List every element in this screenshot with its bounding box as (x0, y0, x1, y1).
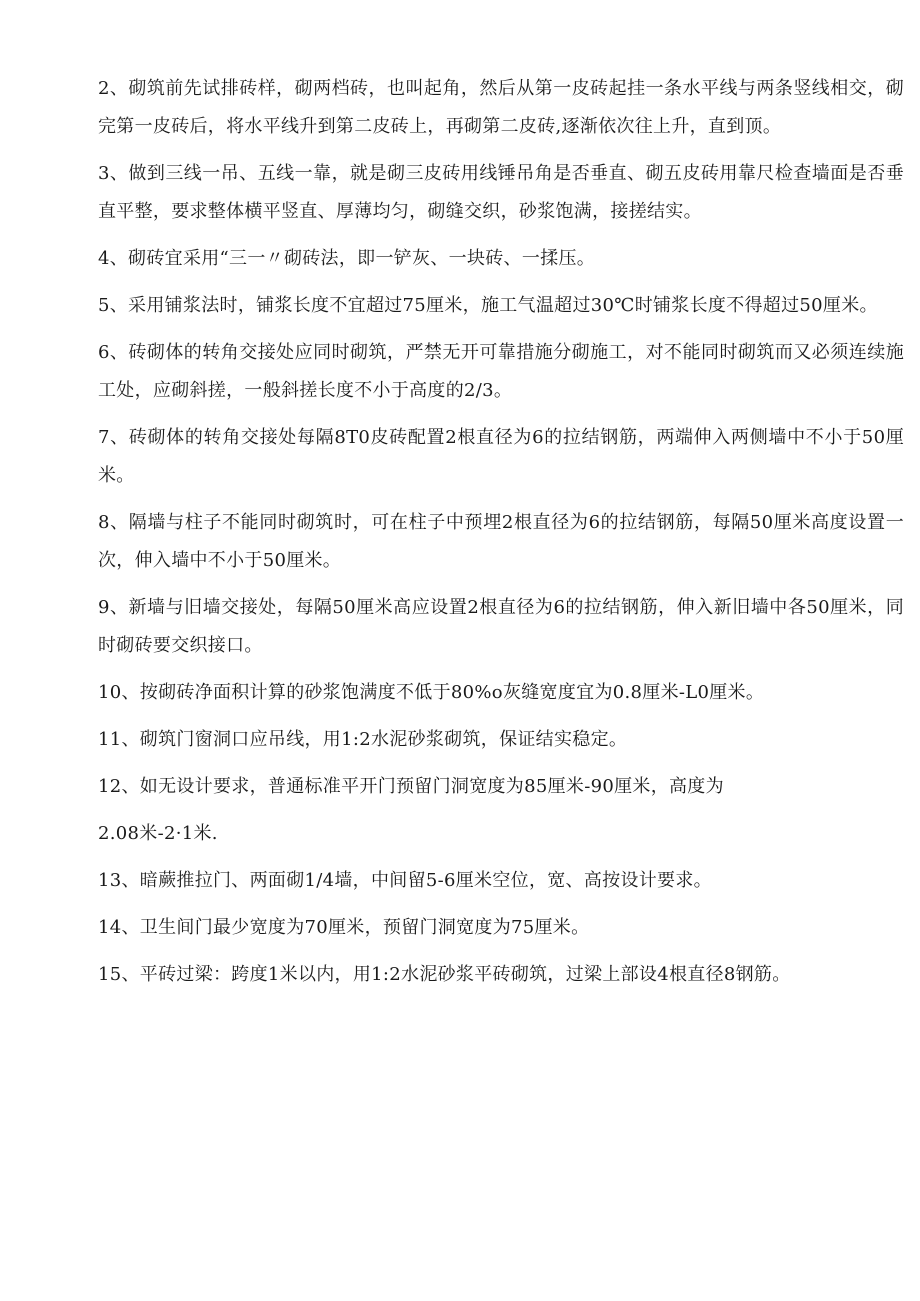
paragraph-item-9: 9、新墙与旧墙交接处，每隔50厘米高应设置2根直径为6的拉结钢筋，伸入新旧墙中各50厘米，同时砌砖要交织接口。 (98, 597, 904, 656)
paragraph-item-10: 10、按砌砖净面积计算的砂浆饱满度不低于80%o灰缝宽度宜为0.8厘米-L0厘米。 (98, 682, 765, 703)
paragraph-item-11: 11、砌筑门窗洞口应吊线，用1:2水泥砂浆砌筑，保证结实稳定。 (98, 729, 628, 750)
paragraph-item-4: 4、砌砖宜采用“三一〃砌砖法，即一铲灰、一块砖、一揉压。 (98, 248, 596, 269)
paragraph-item-15: 15、平砖过梁：跨度1米以内，用1:2水泥砂浆平砖砌筑，过梁上部设4根直径8钢筋。 (98, 964, 791, 985)
paragraph-item-5: 5、采用铺浆法时，铺浆长度不宜超过75厘米，施工气温超过30℃时铺浆长度不得超过50厘米。 (98, 295, 878, 316)
paragraph-item-2: 2、砌筑前先试排砖样，砌两档砖，也叫起角，然后从第一皮砖起挂一条水平线与两条竖线相交，砌完第一皮砖后，将水平线升到第二皮砖上，再砌第二皮砖,逐渐依次往上升，直到顶。 (98, 78, 904, 137)
paragraph-item-12: 12、如无设计要求，普通标准平开门预留门洞宽度为85厘米-90厘米，高度为 (98, 776, 724, 797)
paragraph-item-3: 3、做到三线一吊、五线一靠，就是砌三皮砖用线锤吊角是否垂直、砌五皮砖用靠尺检查墙面是否垂直平整，要求整体横平竖直、厚薄均匀，砌缝交织，砂浆饱满，接搓结实。 (98, 163, 904, 222)
paragraph-item-8: 8、隔墙与柱子不能同时砌筑时，可在柱子中预埋2根直径为6的拉结钢筋，每隔50厘米高度设置一次，伸入墙中不小于50厘米。 (98, 512, 904, 571)
document-body (98, 70, 904, 1003)
paragraph-item-14: 14、卫生间门最少宽度为70厘米，预留门洞宽度为75厘米。 (98, 917, 590, 938)
paragraph-item-12-continued: 2.08米-2·1米. (98, 823, 218, 844)
paragraph-item-13: 13、暗蕨推拉门、两面砌1/4墙，中间留5-6厘米空位，宽、高按设计要求。 (98, 870, 712, 891)
paragraph-item-6: 6、砖砌体的转角交接处应同时砌筑，严禁无开可靠措施分砌施工，对不能同时砌筑而又必须连续施工处，应砌斜搓，一般斜搓长度不小于高度的2/3。 (98, 342, 904, 401)
paragraph-item-7: 7、砖砌体的转角交接处每隔8T0皮砖配置2根直径为6的拉结钢筋，两端伸入两侧墙中不小于50厘米。 (98, 427, 904, 486)
